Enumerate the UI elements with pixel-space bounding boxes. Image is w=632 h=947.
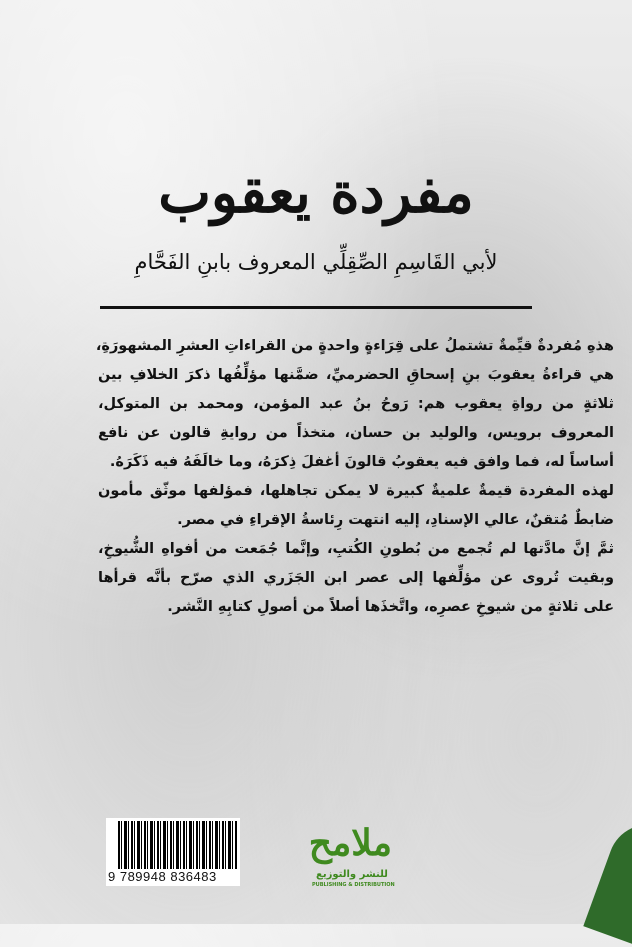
blurb-line: وبقيت تُروى عن مؤلِّفها إلى عصر ابن الجَزَري الذي صرّح بأنَّه قرأها <box>98 570 614 586</box>
isbn-number: 9 789948 836483 <box>108 869 217 884</box>
blurb-line: ثلاثةٍ من رواةِ يعقوب هم: رَوحُ بنُ عبد المؤمن، ومحمد بن المتوكل، <box>98 396 614 412</box>
book-author: لأبي القَاسِمِ الصِّقِلِّي المعروف بابنِ الفَحَّامِ <box>134 250 498 274</box>
blurb-line: أساساً له، فما وافق فيه يعقوبُ قالونَ أغفلَ ذِكرَهُ، وما خالَفَهُ فيه ذَكَرَهُ. <box>109 454 614 470</box>
publisher-logo-mark: ملامح <box>308 822 392 864</box>
blurb-line: المعروف برويس، والوليد بن حسان، متخذاً من روايةِ قالون عن نافع <box>98 425 614 441</box>
blurb-line: ضابطٌ مُتقنٌ، عالي الإسنادِ، إليه انتهت رِئاسةُ الإقراءِ في مصر. <box>177 512 614 528</box>
barcode-bars <box>118 821 238 869</box>
blurb-line: ثمَّ إنَّ مادَّتها لم تُجمع من بُطونِ الكُتبِ، وإنَّما جُمَعت من أفواهِ الشُّيوخِ، <box>98 541 614 557</box>
book-title: مفردة يعقوب <box>158 160 474 226</box>
blurb <box>95 332 614 622</box>
divider <box>100 306 532 309</box>
publisher-tagline-ar: للنشر والتوزيع <box>316 869 388 880</box>
blurb-line: هذهِ مُفردةٌ قيِّمةٌ تشتملُ على قِرَاءةٍ واحدةٍ من القراءاتِ العشرِ المشهورَةِ، <box>95 338 614 354</box>
decorative-green-shape <box>583 813 632 946</box>
blurb-line: لهذه المفردة قيمةٌ علميةٌ كبيرة لا يمكن تجاهلها، فمؤلفها موثّق مأمون <box>98 483 614 499</box>
publisher-logo <box>308 818 395 910</box>
barcode <box>106 818 240 886</box>
blurb-line: هي قراءةُ يعقوبَ بنِ إسحاقِ الحضرميِّ، ضمَّنها مؤلِّفُها ذكرَ الخلافِ بين <box>98 367 614 383</box>
blurb-line: على ثلاثةٍ من شيوخِ عصرِه، واتَّخذَها أصلاً من أصولِ كتابِهِ النَّشر. <box>167 599 614 615</box>
publisher-tagline-en: PUBLISHING & DISTRIBUTION <box>312 882 395 888</box>
